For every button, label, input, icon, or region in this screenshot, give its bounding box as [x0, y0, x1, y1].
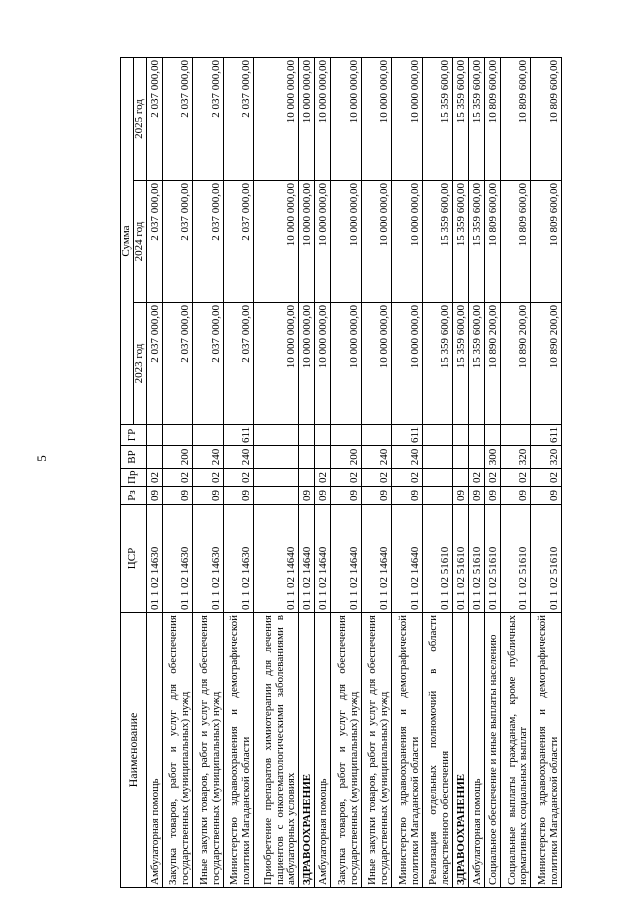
cell-gr [422, 425, 453, 446]
cell-amount-2025: 10 000 000,00 [392, 57, 423, 180]
cell-name: Иные закупки товаров, работ и услуг для обеспечения государственных (муниципальных) нужд [361, 613, 392, 888]
cell-csr: 01 1 02 51610 [469, 505, 485, 613]
cell-vr [146, 446, 162, 469]
cell-vr: 240 [193, 446, 224, 469]
cell-vr: 200 [162, 446, 193, 469]
cell-amount-2025: 10 000 000,00 [315, 57, 331, 180]
header-name: Наименование [121, 613, 147, 888]
table-row [361, 57, 392, 887]
cell-amount-2025: 2 037 000,00 [146, 57, 162, 180]
cell-name: Реализация отдельных полномочий в области лекарственного обеспечения [422, 613, 453, 888]
cell-amount-2023: 2 037 000,00 [162, 303, 193, 425]
cell-amount-2023: 10 890 200,00 [484, 303, 500, 425]
cell-pr [453, 469, 469, 487]
cell-vr [299, 446, 315, 469]
cell-amount-2024: 10 000 000,00 [392, 181, 423, 303]
cell-amount-2024: 10 809 600,00 [531, 181, 562, 303]
cell-pr: 02 [361, 469, 392, 487]
cell-amount-2023: 15 359 600,00 [469, 303, 485, 425]
cell-vr: 240 [392, 446, 423, 469]
cell-rz: 09 [392, 487, 423, 505]
cell-rz: 09 [315, 487, 331, 505]
cell-amount-2025: 10 000 000,00 [254, 57, 299, 180]
cell-vr [254, 446, 299, 469]
cell-rz [254, 487, 299, 505]
table-row [254, 57, 299, 887]
cell-vr: 300 [484, 446, 500, 469]
cell-name: Министерство здравоохранения и демографической политики Магаданской области [531, 613, 562, 888]
cell-name: Социальное обеспечение и иные выплаты населению [484, 613, 500, 888]
header-gr: ГР [121, 425, 147, 446]
header-vr: ВР [121, 446, 147, 469]
cell-pr: 02 [331, 469, 362, 487]
cell-pr: 02 [531, 469, 562, 487]
cell-name: ЗДРАВООХРАНЕНИЕ [299, 613, 315, 888]
cell-amount-2024: 10 000 000,00 [299, 181, 315, 303]
cell-vr: 200 [331, 446, 362, 469]
cell-gr [299, 425, 315, 446]
cell-pr: 02 [162, 469, 193, 487]
cell-gr [162, 425, 193, 446]
cell-csr: 01 1 02 14640 [392, 505, 423, 613]
cell-vr: 240 [361, 446, 392, 469]
header-row-top [121, 57, 134, 887]
cell-name: Амбулаторная помощь [315, 613, 331, 888]
cell-gr [146, 425, 162, 446]
cell-csr: 01 1 02 14640 [315, 505, 331, 613]
table-row [531, 57, 562, 887]
cell-pr: 02 [315, 469, 331, 487]
cell-amount-2023: 15 359 600,00 [453, 303, 469, 425]
table-row [392, 57, 423, 887]
table-row [146, 57, 162, 887]
cell-rz: 09 [453, 487, 469, 505]
cell-rz: 09 [299, 487, 315, 505]
cell-amount-2025: 10 000 000,00 [299, 57, 315, 180]
cell-vr [469, 446, 485, 469]
cell-name: Приобретение препаратов химиотерапии для лечения пациентов с онкогематологическими заболеваниями в амбулаторных условиях [254, 613, 299, 888]
cell-vr [315, 446, 331, 469]
cell-gr: 611 [392, 425, 423, 446]
cell-rz: 09 [531, 487, 562, 505]
cell-csr: 01 1 02 14640 [254, 505, 299, 613]
cell-csr: 01 1 02 51610 [453, 505, 469, 613]
cell-amount-2025: 10 809 600,00 [531, 57, 562, 180]
table-row [223, 57, 254, 887]
cell-gr [469, 425, 485, 446]
cell-amount-2025: 2 037 000,00 [223, 57, 254, 180]
cell-gr: 611 [531, 425, 562, 446]
cell-name: Министерство здравоохранения и демографической политики Магаданской области [392, 613, 423, 888]
cell-vr [453, 446, 469, 469]
cell-amount-2024: 10 809 600,00 [500, 181, 531, 303]
cell-amount-2023: 10 890 200,00 [500, 303, 531, 425]
cell-amount-2025: 15 359 600,00 [469, 57, 485, 180]
rotated-page-content [120, 58, 562, 888]
cell-name: Социальные выплаты гражданам, кроме публичных нормативных социальных выплат [500, 613, 531, 888]
cell-gr [315, 425, 331, 446]
cell-pr: 02 [469, 469, 485, 487]
cell-name: ЗДРАВООХРАНЕНИЕ [453, 613, 469, 888]
cell-pr: 02 [484, 469, 500, 487]
cell-amount-2025: 15 359 600,00 [453, 57, 469, 180]
cell-name: Закупка товаров, работ и услуг для обеспечения государственных (муниципальных) нужд [331, 613, 362, 888]
cell-amount-2023: 10 000 000,00 [361, 303, 392, 425]
cell-csr: 01 1 02 51610 [531, 505, 562, 613]
cell-rz: 09 [484, 487, 500, 505]
cell-gr [361, 425, 392, 446]
table-row [484, 57, 500, 887]
cell-vr: 320 [500, 446, 531, 469]
cell-csr: 01 1 02 51610 [422, 505, 453, 613]
cell-pr: 02 [500, 469, 531, 487]
cell-vr: 320 [531, 446, 562, 469]
table-row [315, 57, 331, 887]
cell-gr [331, 425, 362, 446]
cell-csr: 01 1 02 14630 [146, 505, 162, 613]
cell-amount-2023: 10 000 000,00 [315, 303, 331, 425]
header-rz: Рз [121, 487, 147, 505]
cell-pr [254, 469, 299, 487]
cell-gr [193, 425, 224, 446]
header-pr: Пр [121, 469, 147, 487]
cell-pr: 02 [392, 469, 423, 487]
cell-gr [484, 425, 500, 446]
cell-pr [422, 469, 453, 487]
cell-amount-2025: 10 000 000,00 [331, 57, 362, 180]
cell-amount-2025: 10 809 600,00 [484, 57, 500, 180]
cell-amount-2025: 10 000 000,00 [361, 57, 392, 180]
cell-amount-2023: 10 890 200,00 [531, 303, 562, 425]
cell-rz: 09 [193, 487, 224, 505]
cell-rz: 09 [500, 487, 531, 505]
cell-amount-2024: 2 037 000,00 [146, 181, 162, 303]
cell-csr: 01 1 02 14640 [361, 505, 392, 613]
cell-pr: 02 [223, 469, 254, 487]
cell-csr: 01 1 02 14640 [331, 505, 362, 613]
budget-table [120, 57, 562, 888]
cell-name: Иные закупки товаров, работ и услуг для обеспечения государственных (муниципальных) нужд [193, 613, 224, 888]
cell-amount-2023: 10 000 000,00 [331, 303, 362, 425]
cell-rz: 09 [162, 487, 193, 505]
cell-csr: 01 1 02 14630 [223, 505, 254, 613]
cell-amount-2023: 2 037 000,00 [223, 303, 254, 425]
cell-amount-2024: 2 037 000,00 [223, 181, 254, 303]
cell-rz: 09 [331, 487, 362, 505]
header-sum: Сумма [121, 57, 134, 424]
cell-amount-2023: 15 359 600,00 [422, 303, 453, 425]
cell-pr: 02 [146, 469, 162, 487]
cell-name: Закупка товаров, работ и услуг для обеспечения государственных (муниципальных) нужд [162, 613, 193, 888]
cell-amount-2024: 10 000 000,00 [315, 181, 331, 303]
page-number: 5 [33, 455, 49, 462]
cell-rz: 09 [223, 487, 254, 505]
cell-amount-2024: 10 000 000,00 [361, 181, 392, 303]
table-row [162, 57, 193, 887]
table-body [146, 57, 561, 887]
cell-name: Министерство здравоохранения и демографической политики Магаданской области [223, 613, 254, 888]
cell-rz: 09 [469, 487, 485, 505]
table-row [331, 57, 362, 887]
cell-amount-2024: 10 000 000,00 [254, 181, 299, 303]
cell-amount-2023: 10 000 000,00 [299, 303, 315, 425]
table-row [299, 57, 315, 887]
table-row [500, 57, 531, 887]
cell-csr: 01 1 02 51610 [500, 505, 531, 613]
cell-vr [422, 446, 453, 469]
cell-amount-2025: 15 359 600,00 [422, 57, 453, 180]
cell-amount-2024: 15 359 600,00 [469, 181, 485, 303]
cell-amount-2025: 2 037 000,00 [162, 57, 193, 180]
cell-amount-2023: 2 037 000,00 [193, 303, 224, 425]
table-row [422, 57, 453, 887]
cell-pr [299, 469, 315, 487]
cell-amount-2024: 2 037 000,00 [162, 181, 193, 303]
cell-name: Амбулаторная помощь [469, 613, 485, 888]
cell-amount-2024: 15 359 600,00 [422, 181, 453, 303]
header-year-2023: 2023 год [133, 303, 146, 425]
cell-csr: 01 1 02 14630 [193, 505, 224, 613]
cell-gr [254, 425, 299, 446]
cell-pr: 02 [193, 469, 224, 487]
cell-amount-2024: 2 037 000,00 [193, 181, 224, 303]
cell-amount-2023: 2 037 000,00 [146, 303, 162, 425]
header-csr: ЦСР [121, 505, 147, 613]
cell-amount-2023: 10 000 000,00 [392, 303, 423, 425]
table-row [469, 57, 485, 887]
cell-name: Амбулаторная помощь [146, 613, 162, 888]
cell-csr: 01 1 02 14640 [299, 505, 315, 613]
cell-amount-2024: 10 809 600,00 [484, 181, 500, 303]
cell-gr [500, 425, 531, 446]
table-row [453, 57, 469, 887]
cell-gr [453, 425, 469, 446]
cell-amount-2023: 10 000 000,00 [254, 303, 299, 425]
header-year-2024: 2024 год [133, 181, 146, 303]
cell-rz: 09 [146, 487, 162, 505]
cell-rz: 09 [361, 487, 392, 505]
cell-amount-2024: 15 359 600,00 [453, 181, 469, 303]
header-year-2025: 2025 год [133, 57, 146, 180]
cell-vr: 240 [223, 446, 254, 469]
cell-gr: 611 [223, 425, 254, 446]
cell-csr: 01 1 02 51610 [484, 505, 500, 613]
table-row [193, 57, 224, 887]
cell-amount-2025: 2 037 000,00 [193, 57, 224, 180]
cell-rz [422, 487, 453, 505]
cell-amount-2024: 10 000 000,00 [331, 181, 362, 303]
cell-csr: 01 1 02 14630 [162, 505, 193, 613]
cell-amount-2025: 10 809 600,00 [500, 57, 531, 180]
